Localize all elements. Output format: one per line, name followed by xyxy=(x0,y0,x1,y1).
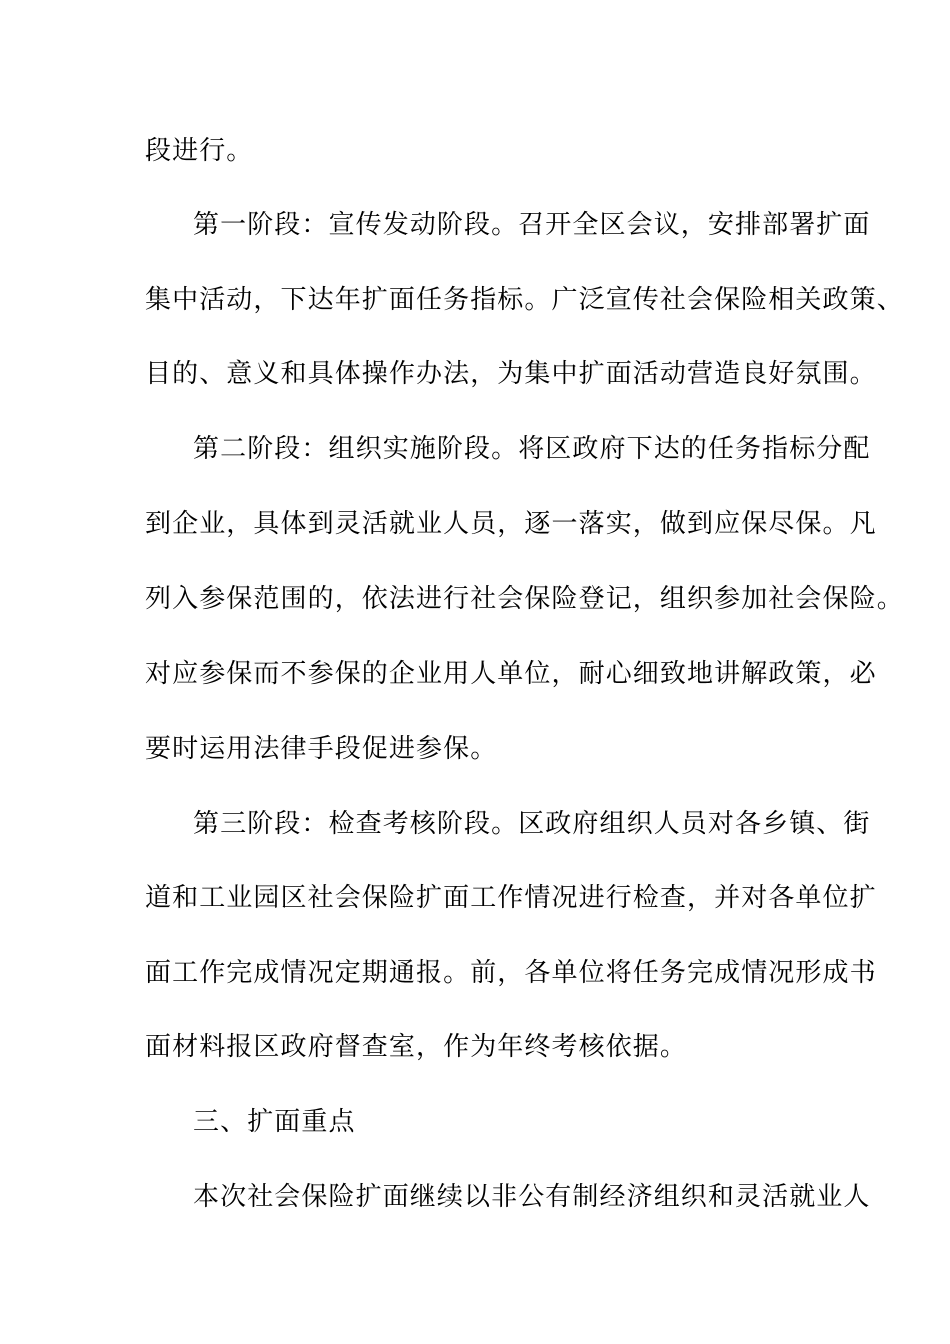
paragraph-line: 到企业，具体到灵活就业人员，逐一落实，做到应保尽保。凡 xyxy=(145,509,877,539)
stage-one-paragraph: 第一阶段：宣传发动阶段。召开全区会议，安排部署扩面 xyxy=(193,210,871,240)
paragraph-line: 道和工业园区社会保险扩面工作情况进行检查，并对各单位扩 xyxy=(145,883,877,913)
paragraph-line: 集中活动，下达年扩面任务指标。广泛宣传社会保险相关政策、 xyxy=(145,285,904,315)
stage-three-paragraph: 第三阶段：检查考核阶段。区政府组织人员对各乡镇、街 xyxy=(193,809,871,839)
paragraph-line: 本次社会保险扩面继续以非公有制经济组织和灵活就业人 xyxy=(193,1182,871,1212)
paragraph-line: 面工作完成情况定期通报。前，各单位将任务完成情况形成书 xyxy=(145,958,877,988)
section-heading: 三、扩面重点 xyxy=(193,1107,356,1137)
paragraph-line: 面材料报区政府督查室，作为年终考核依据。 xyxy=(145,1032,688,1062)
paragraph-line: 列入参保范围的，依法进行社会保险登记，组织参加社会保险。 xyxy=(145,584,904,614)
paragraph-line: 段进行。 xyxy=(145,136,254,166)
paragraph-line: 要时运用法律手段促进参保。 xyxy=(145,734,498,764)
paragraph-line: 对应参保而不参保的企业用人单位，耐心细致地讲解政策，必 xyxy=(145,659,877,689)
paragraph-line: 目的、意义和具体操作办法，为集中扩面活动营造良好氛围。 xyxy=(145,359,877,389)
stage-two-paragraph: 第二阶段：组织实施阶段。将区政府下达的任务指标分配 xyxy=(193,434,871,464)
